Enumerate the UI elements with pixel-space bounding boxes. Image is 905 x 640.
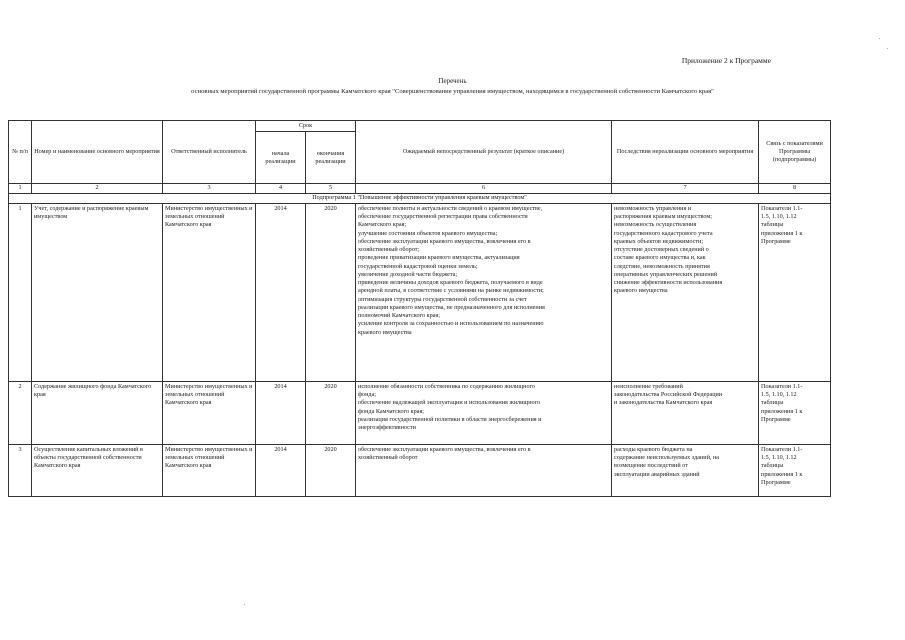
table-row — [9, 203, 831, 381]
scan-speck — [244, 604, 245, 605]
consequence-line: законодательства Российской Федерации — [614, 391, 723, 399]
consequence-line: составе краевого имущества и, как — [614, 254, 706, 262]
consequence-line: неисполнение требований — [614, 382, 683, 390]
result-line: энергоэффективности — [358, 424, 416, 432]
table-row — [9, 444, 831, 496]
result-line: фонда Камчатского края; — [358, 407, 425, 415]
consequence-line: краевого имущества — [614, 287, 668, 295]
row-link — [759, 203, 831, 381]
result-line: полномочий Камчатского края; — [358, 312, 440, 320]
row-link — [759, 444, 831, 496]
row-start: 2014 — [256, 203, 306, 381]
consequence-line: содержание неиспользуемых зданий, на — [614, 454, 720, 462]
link-line: Показатели 1.1- — [761, 204, 803, 212]
column-number: 5 — [306, 184, 356, 194]
header-start: начала реализации — [256, 132, 306, 184]
row-num: 1 — [9, 203, 32, 381]
link-line: 1.5, 1.10, 1.12 — [761, 454, 797, 462]
consequence-line: и законодательства Камчатского края — [614, 399, 713, 407]
scan-speck — [887, 48, 888, 49]
consequence-line: снижение эффективности использования — [614, 279, 723, 287]
link-line: Показатели 1.1- — [761, 445, 803, 453]
result-line: увеличение доходной части бюджета; — [358, 270, 458, 278]
result-line: улучшение состояния объектов краевого имущества; — [358, 229, 498, 237]
result-line: реализация государственной политики в области энергосбережения и — [358, 415, 542, 423]
consequence-line: краевых объектов недвижимости; — [614, 237, 704, 245]
row-consequences — [612, 203, 759, 381]
row-start: 2014 — [256, 444, 306, 496]
header-link: Связь с показателями Программы (подпрограммы) — [759, 121, 831, 184]
measures-table — [8, 120, 831, 497]
subprogram-title: Подпрограмма 1 "Повышение эффективности управления краевым имуществом" — [9, 194, 831, 204]
link-line: таблицы — [761, 462, 784, 470]
consequence-line: невозможность управления и — [614, 204, 692, 212]
document-subtitle: основных мероприятий государственной программы Камчатского края "Совершенствование управления имуществом, находящимся в государственной собственности Камчатского края" — [191, 88, 714, 95]
column-number: 7 — [612, 184, 759, 194]
consequence-line: возмещение последствий от — [614, 462, 688, 470]
column-number: 2 — [32, 184, 163, 194]
row-link — [759, 381, 831, 444]
row-executor: Министерство имущественных и земельных отношений Камчатского края — [163, 444, 256, 496]
consequence-line: невозможность осуществления — [614, 221, 697, 229]
link-line: Программе — [761, 237, 791, 245]
row-end: 2020 — [306, 381, 356, 444]
link-line: 1.5, 1.10, 1.12 — [761, 213, 797, 221]
result-line: обеспечение государственной регистрации права собственности — [358, 213, 528, 221]
header-executor: Ответственный исполнитель — [163, 121, 256, 184]
header-result: Ожидаемый непосредственный результат (краткое описание) — [356, 121, 612, 184]
row-executor: Министерство имущественных и земельных отношений Камчатского края — [163, 381, 256, 444]
row-executor: Министерство имущественных и земельных отношений Камчатского края — [163, 203, 256, 381]
row-end: 2020 — [306, 203, 356, 381]
row-consequences — [612, 444, 759, 496]
row-num: 3 — [9, 444, 32, 496]
result-line: реализации краевого имущества, не предназначенного для исполнения — [358, 303, 545, 311]
row-result — [356, 381, 612, 444]
result-line: хозяйственный оборот — [358, 454, 418, 462]
row-result — [356, 444, 612, 496]
table-row — [9, 381, 831, 444]
consequence-line: государственного кадастрового учета — [614, 229, 713, 237]
consequence-line: отсутствие достоверных сведений о — [614, 246, 709, 254]
result-line: обеспечение эксплуатации краевого имущества, вовлечения его в — [358, 237, 531, 245]
link-line: приложения 1 к — [761, 470, 803, 478]
result-line: проведение приватизации краевого имущества, актуализация — [358, 254, 520, 262]
consequence-line: распоряжения краевым имуществом; — [614, 213, 712, 221]
result-line: арендной платы, в соответствие с условиями на рынке недвижимости; — [358, 287, 544, 295]
link-line: Программе — [761, 415, 791, 423]
subprogram-row — [9, 194, 831, 204]
result-line: обеспечение эксплуатации краевого имущества, вовлечения его в — [358, 445, 531, 453]
row-result — [356, 203, 612, 381]
row-name: Осуществление капитальных вложений в объекты государственной собственности Камчатского края — [32, 444, 163, 496]
appendix-label: Приложение 2 к Программе — [681, 56, 771, 65]
link-line: приложения 1 к — [761, 407, 803, 415]
column-number: 4 — [256, 184, 306, 194]
result-line: исполнение обязанности собственника по содержанию жилищного — [358, 382, 536, 390]
column-number: 3 — [163, 184, 256, 194]
consequence-line: оперативных управленческих решений — [614, 270, 718, 278]
consequence-line: эксплуатации аварийных зданий — [614, 470, 700, 478]
result-line: приведение величины доходов краевого бюджета, получаемого в виде — [358, 279, 543, 287]
header-num: № п/п — [9, 121, 32, 184]
column-number: 6 — [356, 184, 612, 194]
row-end: 2020 — [306, 444, 356, 496]
row-start: 2014 — [256, 381, 306, 444]
result-line: краевого имущества — [358, 328, 412, 336]
link-line: Программе — [761, 478, 791, 486]
row-num: 2 — [9, 381, 32, 444]
link-line: 1.5, 1.10, 1.12 — [761, 391, 797, 399]
link-line: приложения 1 к — [761, 229, 803, 237]
result-line: оптимизация структуры государственной собственности за счет — [358, 295, 527, 303]
row-consequences — [612, 381, 759, 444]
row-name: Учет, содержание и распоряжение краевым имуществом — [32, 203, 163, 381]
scan-speck — [879, 38, 880, 39]
row-name: Содержание жилищного фонда Камчатского края — [32, 381, 163, 444]
header-term: Срок — [256, 121, 356, 132]
link-line: таблицы — [761, 399, 784, 407]
result-line: Камчатского края; — [358, 221, 407, 229]
header-end: окончания реализации — [306, 132, 356, 184]
consequence-line: следствие, невозможность принятия — [614, 262, 710, 270]
result-line: обеспечение полноты и актуальности сведений о краевом имуществе, — [358, 204, 543, 212]
link-line: Показатели 1.1- — [761, 382, 803, 390]
result-line: усиление контроля за сохранностью и использованием по назначению — [358, 320, 544, 328]
document-title: Перечень — [438, 77, 467, 85]
result-line: государственной кадастровой оценки земель; — [358, 262, 478, 270]
result-line: хозяйственный оборот; — [358, 246, 420, 254]
header-consequences: Последствия нереализации основного мероприятия — [612, 121, 759, 184]
result-line: фонда; — [358, 391, 377, 399]
link-line: таблицы — [761, 221, 784, 229]
column-number: 1 — [9, 184, 32, 194]
column-numbers-row — [9, 184, 831, 194]
header-name: Номер и наименование основного мероприятия — [32, 121, 163, 184]
column-number: 8 — [759, 184, 831, 194]
consequence-line: расходы краевого бюджета на — [614, 445, 693, 453]
result-line: обеспечение надлежащей эксплуатации и использования жилищного — [358, 399, 541, 407]
